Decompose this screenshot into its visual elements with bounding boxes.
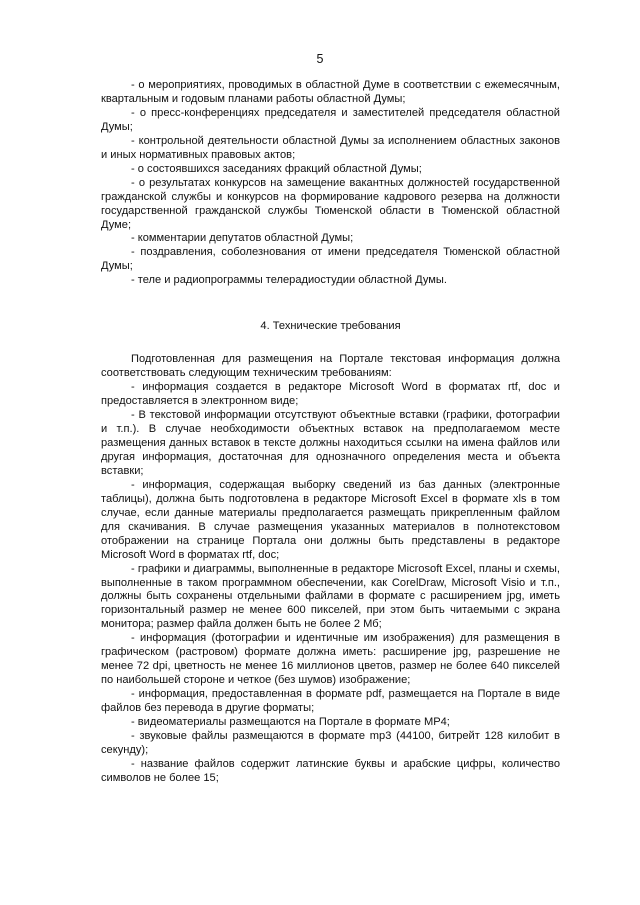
section-intro: Подготовленная для размещения на Портале текстовая информация должна соответствовать следующим техническим требованиям:: [101, 353, 560, 380]
list-item: - видеоматериалы размещаются на Портале в формате MP4;: [131, 716, 450, 729]
list-item: - графики и диаграммы, выполненные в редакторе Microsoft Excel, планы и схемы, выполненные в таком программном обеспечении, как CorelDraw, Microsoft Visio и т.п., должны быть сохранены отдельными файлами в формате с расширением jpg, иметь горизонтальный размер не менее 600 пикселей, при этом быть читаемыми с экрана монитора; размер файла должен быть не более 2 Мб;: [101, 562, 560, 631]
section-heading: 4. Технические требования: [260, 320, 401, 333]
list-item: - о состоявшихся заседаниях фракций областной Думы;: [131, 162, 422, 175]
list-item: - контрольной деятельности областной Думы за исполнением областных законов и иных нормативных правовых актов;: [101, 134, 560, 161]
list-item: - комментарии депутатов областной Думы;: [131, 232, 354, 245]
list-item: - звуковые файлы размещаются в формате mp3 (44100, битрейт 128 килобит в секунду);: [101, 729, 560, 756]
list-item: - поздравления, соболезнования от имени председателя Тюменской областной Думы;: [101, 246, 560, 273]
document-body: [101, 79, 560, 786]
list-item: - название файлов содержит латинские буквы и арабские цифры, количество символов не более 15;: [101, 757, 560, 784]
list-item: - о пресс-конференциях председателя и заместителей председателя областной Думы;: [101, 106, 560, 133]
list-item: - о мероприятиях, проводимых в областной Думе в соответствии с ежемесячным, квартальным и годовым планами работы областной Думы;: [101, 79, 560, 105]
list-item: - информация (фотографии и идентичные им изображения) для размещения в графическом (растровом) формате должна иметь: расширение jpg, разрешение не менее 72 dpi, цветность не менее 16 миллионов цветов, размер не более 640 пикселей по наибольшей стороне и четкое (без шумов) изображение;: [101, 632, 560, 687]
list-item: - теле и радиопрограммы телерадиостудии областной Думы.: [131, 274, 447, 287]
page-number: 5: [316, 52, 324, 66]
list-item: - информация, содержащая выборку сведений из баз данных (электронные таблицы), должна быть подготовлена в редакторе Microsoft Excel в формате xls в том случае, если данные материалы предполагается размещать прикрепленным файлом для скачивания. В случае размещения указанных материалов в полнотекстовом отображении на странице Портала они должны быть представлены в редакторе Microsoft Word в форматах rtf, doc;: [101, 478, 560, 561]
list-item: - о результатах конкурсов на замещение вакантных должностей государственной гражданской службы и конкурсов на формирование кадрового резерва на должности государственной гражданской службы Тюменской области в Тюменской областной Думе;: [101, 176, 560, 231]
list-item: - информация, предоставленная в формате pdf, размещается на Портале в виде файлов без перевода в другие форматы;: [101, 688, 560, 715]
list-item: - информация создается в редакторе Microsoft Word в форматах rtf, doc и предоставляется в электронном виде;: [101, 381, 560, 408]
list-item: - В текстовой информации отсутствуют объектные вставки (графики, фотографии и т.п.). В случае необходимости объектных вставок на предполагаемом месте размещения данных вставок в тексте должны находиться ссылки на имена файлов или другая информация, достаточная для однозначного определения места и объекта вставки;: [101, 409, 560, 477]
